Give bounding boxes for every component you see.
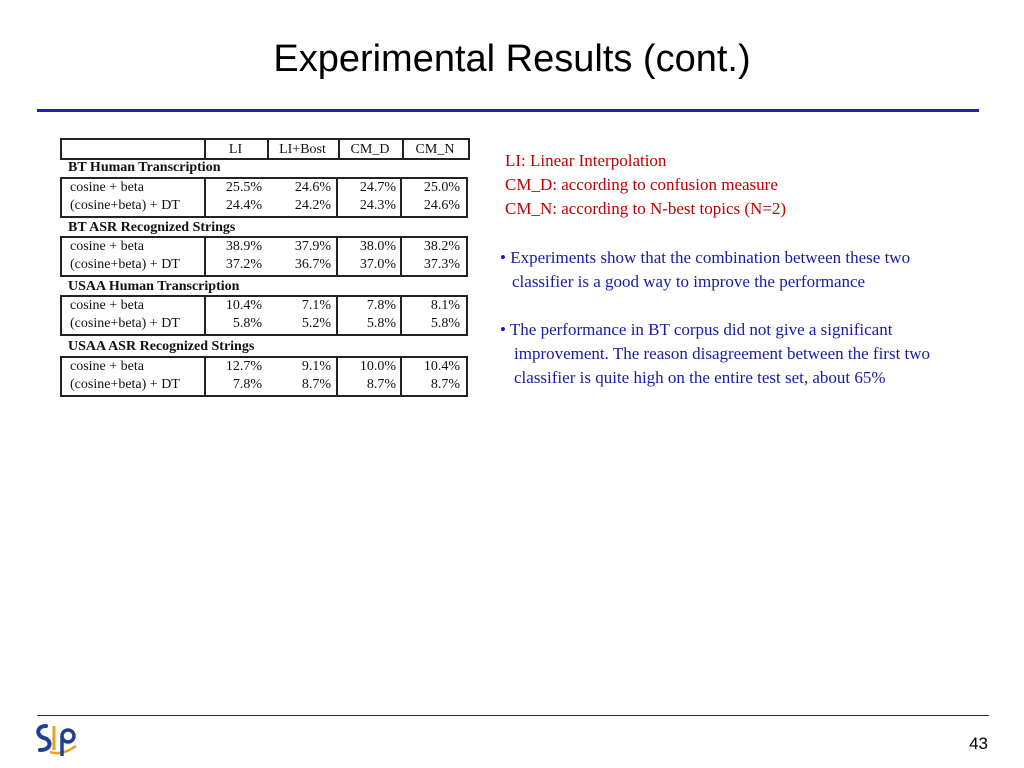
table-cell: 8.7% xyxy=(430,377,460,392)
table-cell: 24.2% xyxy=(294,198,331,213)
table-cell: 5.8% xyxy=(232,316,262,331)
title-divider xyxy=(37,109,979,112)
section-group xyxy=(60,295,468,336)
table-cell: 24.3% xyxy=(359,198,396,213)
slide-title: Experimental Results (cont.) xyxy=(273,38,751,80)
bullet-text: • The performance in BT corpus did not give a significant xyxy=(500,320,893,339)
section-title: USAA ASR Recognized Strings xyxy=(68,339,255,354)
table-cell: 37.3% xyxy=(423,257,460,272)
col-header-li: LI xyxy=(228,142,243,157)
table-cell: 25.0% xyxy=(423,180,460,195)
table-cell: 8.7% xyxy=(366,377,396,392)
col-header-li-bost: LI+Bost xyxy=(279,142,326,157)
section-group xyxy=(60,356,468,397)
row-label: (cosine+beta) + DT xyxy=(70,198,180,213)
table-cell: 10.4% xyxy=(423,359,460,374)
definition-cm-d: CM_D: according to confusion measure xyxy=(505,175,778,194)
table-cell: 7.1% xyxy=(301,298,331,313)
table-cell: 24.6% xyxy=(294,180,331,195)
bullet-item xyxy=(500,318,1010,390)
section-title: BT Human Transcription xyxy=(68,160,221,175)
table-cell: 24.6% xyxy=(423,198,460,213)
col-header-cm-n: CM_N xyxy=(415,142,455,157)
table-cell: 5.8% xyxy=(430,316,460,331)
table-cell: 24.7% xyxy=(359,180,396,195)
row-label: cosine + beta xyxy=(70,239,144,254)
table-cell: 10.4% xyxy=(225,298,262,313)
bullet-text: • Experiments show that the combination between these two xyxy=(500,248,911,267)
bullet-list xyxy=(500,246,1010,414)
definition-li: LI: Linear Interpolation xyxy=(505,151,667,170)
col-header-cm-d: CM_D xyxy=(350,142,390,157)
table-cell: 5.2% xyxy=(301,316,331,331)
bullet-text: classifier is a good way to improve the performance xyxy=(512,272,866,291)
table-cell: 38.0% xyxy=(359,239,396,254)
table-cell: 12.7% xyxy=(225,359,262,374)
table-cell: 37.9% xyxy=(294,239,331,254)
table-cell: 38.9% xyxy=(225,239,262,254)
row-label: cosine + beta xyxy=(70,180,144,195)
table-cell: 10.0% xyxy=(359,359,396,374)
table-header-row xyxy=(60,138,470,160)
table-cell: 36.7% xyxy=(294,257,331,272)
bullet-text: improvement. The reason disagreement between the first two xyxy=(514,344,931,363)
footer-divider xyxy=(37,715,989,716)
table-cell: 8.7% xyxy=(301,377,331,392)
page-number: 43 xyxy=(969,734,988,753)
results-table xyxy=(60,138,468,400)
table-cell: 7.8% xyxy=(366,298,396,313)
bullet-text: classifier is quite high on the entire test set, about 65% xyxy=(514,368,886,387)
row-label: (cosine+beta) + DT xyxy=(70,377,180,392)
table-cell: 9.1% xyxy=(301,359,331,374)
row-label: cosine + beta xyxy=(70,359,144,374)
table-cell: 5.8% xyxy=(366,316,396,331)
section-group xyxy=(60,177,468,218)
table-cell: 24.4% xyxy=(225,198,262,213)
row-label: (cosine+beta) + DT xyxy=(70,257,180,272)
table-cell: 7.8% xyxy=(232,377,262,392)
section-title: USAA Human Transcription xyxy=(68,279,240,294)
table-cell: 38.2% xyxy=(423,239,460,254)
bullet-item xyxy=(500,246,1010,294)
table-cell: 8.1% xyxy=(430,298,460,313)
section-title: BT ASR Recognized Strings xyxy=(68,220,236,235)
row-label: (cosine+beta) + DT xyxy=(70,316,180,331)
definitions-block xyxy=(505,149,786,221)
table-cell: 25.5% xyxy=(225,180,262,195)
section-group xyxy=(60,236,468,277)
table-cell: 37.0% xyxy=(359,257,396,272)
definition-cm-n: CM_N: according to N-best topics (N=2) xyxy=(505,199,787,218)
table-cell: 37.2% xyxy=(225,257,262,272)
row-label: cosine + beta xyxy=(70,298,144,313)
slp-logo xyxy=(32,720,80,760)
